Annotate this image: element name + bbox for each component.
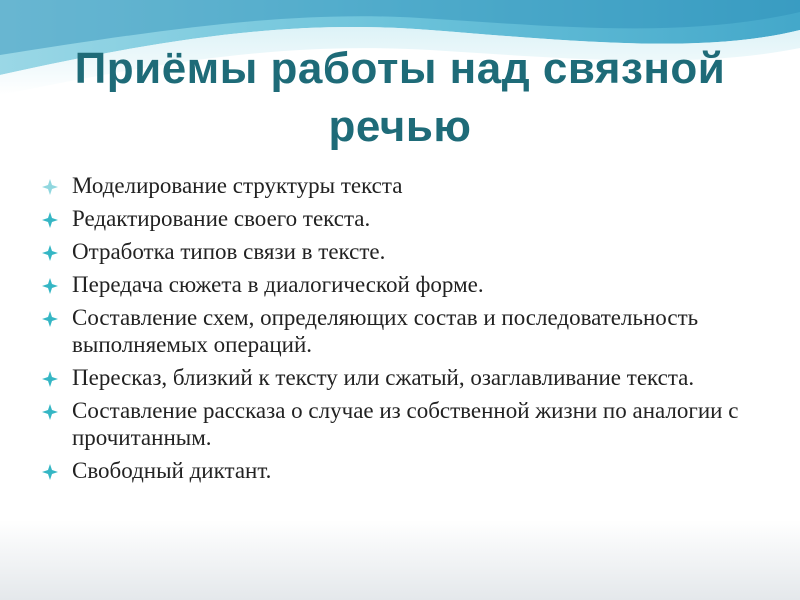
list-item [40, 457, 780, 484]
list-item [40, 271, 780, 298]
diamond-bullet-icon [42, 179, 58, 195]
list-item-text: Составление схем, определяющих состав и последовательность выполняемых операций. [72, 305, 699, 357]
list-item-text: Редактирование своего текста. [72, 206, 371, 231]
list-item [40, 364, 780, 391]
list-item-text: Передача сюжета в диалогической форме. [72, 272, 484, 297]
diamond-bullet-icon [42, 212, 58, 228]
diamond-bullet-icon [42, 278, 58, 294]
list-item-text: Составление рассказа о случае из собственной жизни по аналогии с прочитанным. [72, 398, 739, 450]
list-item [40, 238, 780, 265]
list-item [40, 205, 780, 232]
diamond-bullet-icon [42, 311, 58, 327]
list-item-text: Моделирование структуры текста [72, 173, 403, 198]
list-item [40, 397, 780, 451]
list-item-text: Пересказ, близкий к тексту или сжатый, озаглавливание текста. [72, 365, 695, 390]
list-item-text: Отработка типов связи в тексте. [72, 239, 386, 264]
list-item [40, 304, 780, 358]
diamond-bullet-icon [42, 245, 58, 261]
diamond-bullet-icon [42, 371, 58, 387]
list-item [40, 172, 780, 199]
list-item-text: Свободный диктант. [72, 458, 272, 483]
bullet-list [40, 172, 780, 490]
diamond-bullet-icon [42, 464, 58, 480]
footer-fade-decoration [0, 520, 800, 600]
diamond-bullet-icon [42, 404, 58, 420]
slide-title: Приёмы работы над связной речью [74, 44, 726, 151]
